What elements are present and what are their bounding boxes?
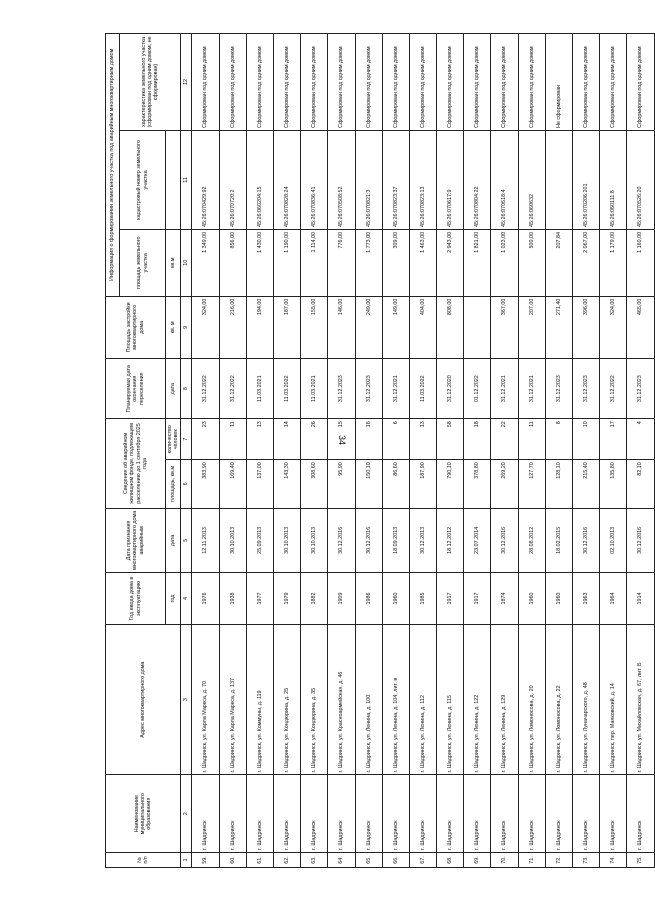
area-cell: 135,80 [600, 460, 627, 508]
column-number: 10 [181, 229, 192, 296]
address-cell: г. Шадринск, пер. Маяковский, д. 14 [600, 624, 627, 775]
land-area-cell: 1 430,00 [246, 229, 273, 296]
area-cell: 308,60 [301, 460, 328, 508]
municipality-cell: г. Шадринск [437, 775, 464, 852]
year-cell: 1979 [273, 573, 300, 625]
residents-cell: 4 [627, 419, 654, 460]
residents-cell: 58 [437, 419, 464, 460]
municipality-cell: г. Шадринск [464, 775, 491, 852]
municipality-cell: г. Шадринск [518, 775, 545, 852]
table-row [518, 34, 545, 868]
year-cell: 1960 [518, 573, 545, 625]
residents-cell: 8 [545, 419, 572, 460]
land-char-cell: Сформирован под одним домом [246, 34, 273, 131]
table-row [491, 34, 518, 868]
area-cell: 127,70 [518, 460, 545, 508]
planned-date-cell: 01.12.2022 [464, 359, 491, 419]
recognition-date-cell: 30.10.2013 [219, 508, 246, 573]
column-number: 9 [181, 296, 192, 358]
area-cell: 95,90 [328, 460, 355, 508]
land-area-cell: 776,00 [328, 229, 355, 296]
recognition-date-cell: 25.09.2013 [246, 508, 273, 573]
area-cell: 128,10 [545, 460, 572, 508]
land-char-cell: Сформирован под одним домом [464, 34, 491, 131]
table-row [192, 34, 219, 868]
area-cell: 86,60 [382, 460, 409, 508]
land-area-cell: 1 160,00 [627, 229, 654, 296]
table-row [464, 34, 491, 868]
area-cell: 215,40 [573, 460, 600, 508]
subheader-sqm: кв. м [166, 296, 181, 358]
land-char-cell: Сформирован под одним домом [437, 34, 464, 131]
year-cell: 1960 [545, 573, 572, 625]
recognition-date-cell: 30.10.2013 [273, 508, 300, 573]
column-number-row [181, 34, 192, 868]
table-row [355, 34, 382, 868]
column-number: 4 [181, 573, 192, 625]
residents-cell: 11 [219, 419, 246, 460]
area-cell: 169,40 [219, 460, 246, 508]
building-area-cell: 324,00 [600, 296, 627, 358]
municipality-cell: г. Шадринск [355, 775, 382, 852]
cadastral-cell: 45:26:070823:37 [382, 130, 409, 229]
building-area-cell: 808,00 [437, 296, 464, 358]
land-area-cell: 1 463,00 [409, 229, 436, 296]
planned-date-cell: 31.12.2023 [545, 359, 572, 419]
municipality-cell: г. Шадринск [382, 775, 409, 852]
rotated-table-container [105, 33, 650, 868]
planned-date-cell: 31.12.2023 [328, 359, 355, 419]
land-char-cell: Сформирован под одним домом [600, 34, 627, 131]
year-cell: 1909 [328, 573, 355, 625]
land-char-cell: Сформирован под одним домом [382, 34, 409, 131]
year-cell: 1976 [192, 573, 219, 625]
recognition-date-cell: 02.10.2013 [600, 508, 627, 573]
land-area-cell: 1 114,00 [301, 229, 328, 296]
building-area-cell: 194,00 [246, 296, 273, 358]
planned-date-cell: 31.12.2023 [627, 359, 654, 419]
subheader-date: дата [166, 359, 181, 419]
column-number: 1 [181, 852, 192, 867]
row-number: 67. [409, 852, 436, 867]
area-cell: 137,00 [246, 460, 273, 508]
table-row [545, 34, 572, 868]
year-cell: 1960 [382, 573, 409, 625]
header-municipality: Наименование муниципального образования [106, 775, 181, 852]
table-row [409, 34, 436, 868]
row-number: 69. [464, 852, 491, 867]
column-number: 5 [181, 508, 192, 573]
recognition-date-cell: 30.10.2013 [301, 508, 328, 573]
land-area-cell: 207,84 [545, 229, 572, 296]
address-cell: г. Шадринск, ул. Кондюрина, д. 35 [301, 624, 328, 775]
cadastral-cell: 45:26:070206:201 [573, 130, 600, 229]
municipality-cell: г. Шадринск [409, 775, 436, 852]
building-area-cell: 271,40 [545, 296, 572, 358]
year-cell: 1938 [219, 573, 246, 625]
building-area-cell: 216,00 [219, 296, 246, 358]
recognition-date-cell: 30.12.2016 [627, 508, 654, 573]
building-area-cell: 187,00 [273, 296, 300, 358]
year-cell: 1917 [437, 573, 464, 625]
land-area-cell: 1 179,00 [600, 229, 627, 296]
building-area-cell: 155,00 [301, 296, 328, 358]
residents-cell: 22 [491, 419, 518, 460]
area-cell: 150,10 [355, 460, 382, 508]
row-number: 64. [328, 852, 355, 867]
recognition-date-cell: 18.12.2012 [437, 508, 464, 573]
land-area-cell: 309,00 [382, 229, 409, 296]
row-number: 65. [355, 852, 382, 867]
building-area-cell: 324,00 [192, 296, 219, 358]
recognition-date-cell: 12.11.2013 [192, 508, 219, 573]
municipality-cell: г. Шадринск [573, 775, 600, 852]
municipality-cell: г. Шадринск [600, 775, 627, 852]
planned-date-cell: 11.03.2022 [273, 359, 300, 419]
header-cadastral: кадастровый номер земельного участка [120, 130, 166, 229]
subheader-empty [166, 130, 181, 229]
land-area-cell: 2 067,00 [573, 229, 600, 296]
municipality-cell: г. Шадринск [301, 775, 328, 852]
column-number: 8 [181, 359, 192, 419]
land-char-cell: Сформирован под одним домом [355, 34, 382, 131]
address-cell: г. Шадринск, ул. Ленина, д. 115 [437, 624, 464, 775]
table-row [573, 34, 600, 868]
year-cell: 1977 [246, 573, 273, 625]
land-char-cell: Сформирован под одним домом [491, 34, 518, 131]
area-cell: 790,10 [437, 460, 464, 508]
header-land-area: площадь земельного участка [120, 229, 166, 296]
building-area-cell: 404,00 [409, 296, 436, 358]
row-number: 73. [573, 852, 600, 867]
table-row [627, 34, 654, 868]
area-cell: 383,90 [192, 460, 219, 508]
planned-date-cell: 31.12.2022 [192, 359, 219, 419]
land-area-cell: 1 773,00 [355, 229, 382, 296]
cadastral-cell: 45:26:060111:8 [600, 130, 627, 229]
recognition-date-cell: 30.12.2016 [355, 508, 382, 573]
municipality-cell: г. Шадринск [246, 775, 273, 852]
column-number: 12 [181, 34, 192, 131]
residents-cell: 10 [573, 419, 600, 460]
table-row [246, 34, 273, 868]
header-fund-info: Сведения об аварийном жилищном фонде, подлежащем расселению до 1 сентября 2025 года [106, 419, 166, 508]
table-row [437, 34, 464, 868]
column-number: 6 [181, 460, 192, 508]
cadastral-cell: 45:26:070823:13 [409, 130, 436, 229]
land-area-cell: 1 023,00 [491, 229, 518, 296]
building-area-cell: 249,00 [355, 296, 382, 358]
table-row [328, 34, 355, 868]
column-number: 3 [181, 624, 192, 775]
planned-date-cell: 31.12.2023 [573, 359, 600, 419]
land-char-cell: Сформирован под одним домом [627, 34, 654, 131]
cadastral-cell: 45:26:060632 [518, 130, 545, 229]
residents-cell: 14 [273, 419, 300, 460]
address-cell: г. Шадринск, ул. Ленина, д. 122 [464, 624, 491, 775]
header-planned-date: Планируемая дата окончания переселения [106, 359, 166, 419]
land-area-cell: 500,00 [518, 229, 545, 296]
subheader-sqm: кв.м [166, 229, 181, 296]
address-cell: г. Шадринск, ул. Ленина, д. 112 [409, 624, 436, 775]
building-area-cell: 367,00 [491, 296, 518, 358]
planned-date-cell: 31.12.2021 [491, 359, 518, 419]
cadastral-cell [545, 130, 572, 229]
land-char-cell: Сформирован под одним домом [573, 34, 600, 131]
row-number: 59. [192, 852, 219, 867]
cadastral-cell: 45:26:070618:4 [491, 130, 518, 229]
row-number: 68. [437, 852, 464, 867]
cadastral-cell: 45:26:070821:3 [355, 130, 382, 229]
cadastral-cell: 45:26:070526:20 [627, 130, 654, 229]
address-cell: г. Шадринск, ул. Карла Маркса, д. 137 [219, 624, 246, 775]
planned-date-cell: 11.03.2021 [301, 359, 328, 419]
address-cell: г. Шадринск, ул. Ломоносова, д. 20 [518, 624, 545, 775]
planned-date-cell: 31.12.2021 [518, 359, 545, 419]
subheader-residents: количество человек [166, 419, 181, 460]
planned-date-cell: 11.03.2021 [246, 359, 273, 419]
address-cell: г. Шадринск, ул. Ленина, д. 100 [355, 624, 382, 775]
address-cell: г. Шадринск, ул. Коммуны, д. 119 [246, 624, 273, 775]
cadastral-cell: 45:26:070720:2 [219, 130, 246, 229]
land-char-cell: Сформирован под одним домом [518, 34, 545, 131]
header-year-built: Год ввода дома в эксплуатацию [106, 573, 166, 625]
cadastral-cell: 45:26:070836:41 [301, 130, 328, 229]
column-number: 7 [181, 419, 192, 460]
column-number: 2 [181, 775, 192, 852]
municipality-cell: г. Шадринск [545, 775, 572, 852]
subheader-date: дата [166, 508, 181, 573]
land-area-cell: 1 349,00 [192, 229, 219, 296]
area-cell: 269,20 [491, 460, 518, 508]
land-area-cell: 856,00 [219, 229, 246, 296]
row-number: 63. [301, 852, 328, 867]
subheader-area: площадь, кв.м [166, 460, 181, 508]
recognition-date-cell: 18.09.2013 [382, 508, 409, 573]
row-number: 70. [491, 852, 518, 867]
recognition-date-cell: 30.12.2013 [409, 508, 436, 573]
cadastral-cell: 45:26:070508:52 [328, 130, 355, 229]
recognition-date-cell: 23.07.2014 [464, 508, 491, 573]
land-area-cell: 2 943,00 [437, 229, 464, 296]
residents-cell: 26 [301, 419, 328, 460]
land-area-cell: 1 821,00 [464, 229, 491, 296]
address-cell: г. Шадринск, ул. Карла Маркса, д. 70 [192, 624, 219, 775]
row-number: 60. [219, 852, 246, 867]
land-char-cell: Не сформирован [545, 34, 572, 131]
year-cell: 1882 [301, 573, 328, 625]
address-cell: г. Шадринск, ул. Луначарского, д. 48 [573, 624, 600, 775]
area-cell: 143,30 [273, 460, 300, 508]
recognition-date-cell: 30.12.2016 [573, 508, 600, 573]
address-cell: г. Шадринск, ул. Ленина, д. 104, лит. в [382, 624, 409, 775]
address-cell: г. Шадринск, ул. Ломоносова, д. 22 [545, 624, 572, 775]
municipality-cell: г. Шадринск [192, 775, 219, 852]
table-body [192, 34, 654, 868]
address-cell: г. Шадринск, ул. Ленина, д. 129 [491, 624, 518, 775]
area-cell: 378,80 [464, 460, 491, 508]
recognition-date-cell: 30.12.2016 [328, 508, 355, 573]
residents-cell: 11 [518, 419, 545, 460]
residents-cell: 23 [192, 419, 219, 460]
row-number: 74. [600, 852, 627, 867]
table-row [219, 34, 246, 868]
row-number: 72. [545, 852, 572, 867]
header-address: Адрес многоквартирного дома [106, 624, 181, 775]
cadastral-cell: 45:26:060204:15 [246, 130, 273, 229]
row-number: 66. [382, 852, 409, 867]
header-num: № п/п [106, 852, 181, 867]
table-row [301, 34, 328, 868]
residents-cell: 18 [464, 419, 491, 460]
planned-date-cell: 31.12.2021 [382, 359, 409, 419]
year-cell: 1985 [409, 573, 436, 625]
recognition-date-cell: 30.12.2016 [491, 508, 518, 573]
building-area-cell [464, 296, 491, 358]
building-area-cell: 149,00 [382, 296, 409, 358]
residents-cell: 17 [600, 419, 627, 460]
year-cell: 1963 [573, 573, 600, 625]
emergency-housing-table [105, 33, 655, 868]
recognition-date-cell: 18.02.2015 [545, 508, 572, 573]
land-char-cell: Сформирован под одним домом [328, 34, 355, 131]
residents-cell: 13 [246, 419, 273, 460]
address-cell: г. Шадринск, ул. Кондюрина, д. 25 [273, 624, 300, 775]
row-number: 61. [246, 852, 273, 867]
building-area-cell: 146,00 [328, 296, 355, 358]
header-land-char: характеристика земельного участка (сформирован под одним домом, не сформирован) [120, 34, 181, 131]
residents-cell: 13 [409, 419, 436, 460]
planned-date-cell: 11.03.2022 [409, 359, 436, 419]
building-area-cell: 396,00 [573, 296, 600, 358]
land-char-cell: Сформирован под одним домом [301, 34, 328, 131]
residents-cell: 6 [382, 419, 409, 460]
cadastral-cell: 45:26:070828:24 [273, 130, 300, 229]
header-recognition-date: Дата признания многоквартирного дома аварийным [106, 508, 166, 573]
municipality-cell: г. Шадринск [491, 775, 518, 852]
recognition-date-cell: 28.08.2012 [518, 508, 545, 573]
building-area-cell: 207,00 [518, 296, 545, 358]
cadastral-cell: 45:26:070804:22 [464, 130, 491, 229]
municipality-cell: г. Шадринск [273, 775, 300, 852]
land-char-cell: Сформирован под одним домом [409, 34, 436, 131]
land-char-cell: Сформирован под одним домом [273, 34, 300, 131]
land-area-cell: 1 190,00 [273, 229, 300, 296]
address-cell: г. Шадринск, ул. Красноармейская, д. 46 [328, 624, 355, 775]
header-land-info: Информация о формировании земельного участка под аварийным многоквартирным домом [106, 34, 120, 297]
year-cell: 1874 [491, 573, 518, 625]
municipality-cell: г. Шадринск [219, 775, 246, 852]
row-number: 75. [627, 852, 654, 867]
planned-date-cell: 31.12.2022 [600, 359, 627, 419]
residents-cell: 16 [355, 419, 382, 460]
subheader-year: год [166, 573, 181, 625]
municipality-cell: г. Шадринск [328, 775, 355, 852]
area-cell: 187,90 [409, 460, 436, 508]
residents-cell: 15 [328, 419, 355, 460]
planned-date-cell: 31.12.2020 [437, 359, 464, 419]
land-char-cell: Сформирован под одним домом [192, 34, 219, 131]
cadastral-cell: 45:26:070617:9 [437, 130, 464, 229]
cadastral-cell: 45:26:070429:92 [192, 130, 219, 229]
table-row [600, 34, 627, 868]
address-cell: г. Шадринск, ул. Михайловская, д. 67, лит. Б [627, 624, 654, 775]
year-cell: 1986 [355, 573, 382, 625]
year-cell: 1917 [464, 573, 491, 625]
table-row [382, 34, 409, 868]
row-number: 71. [518, 852, 545, 867]
year-cell: 1914 [627, 573, 654, 625]
page-number: 34 [337, 434, 347, 446]
planned-date-cell: 31.12.2022 [219, 359, 246, 419]
planned-date-cell: 31.12.2023 [355, 359, 382, 419]
area-cell: 82,10 [627, 460, 654, 508]
table-row [273, 34, 300, 868]
row-number: 62. [273, 852, 300, 867]
year-cell: 1964 [600, 573, 627, 625]
land-char-cell: Сформирован под одним домом [219, 34, 246, 131]
column-number: 11 [181, 130, 192, 229]
municipality-cell: г. Шадринск [627, 775, 654, 852]
building-area-cell: 465,00 [627, 296, 654, 358]
header-building-area: Площадь застройки многоквартирного дома [106, 296, 166, 358]
